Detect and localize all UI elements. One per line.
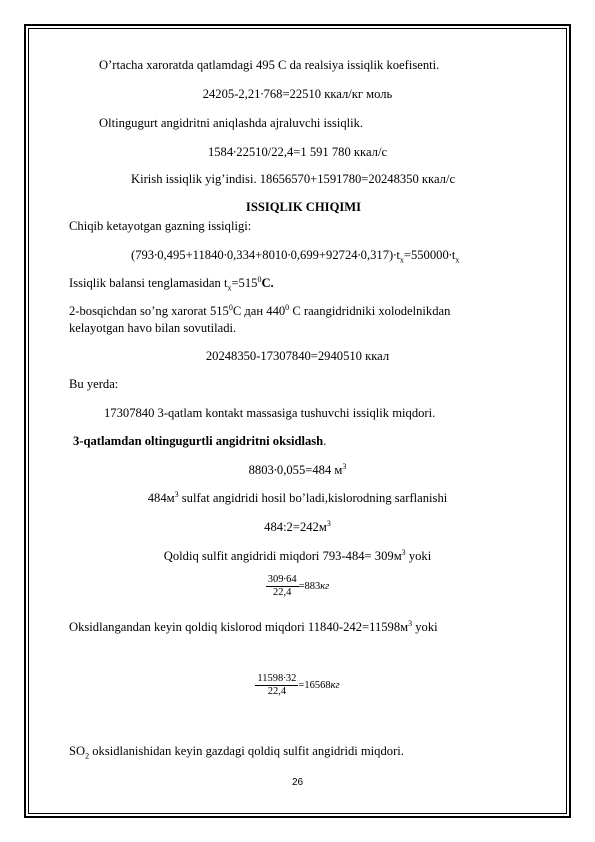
equation-line-4: 1584∙22510/22,4=1 591 780 ккал/с [207,145,388,159]
text-line-8: Issiqlik balansi tenglamasidan $t_x=515^0C$. [69,274,274,293]
text-line-9: 2-bosqichdan so’ng xarorat $515^0C$ дан $440^0$ C raangidridniki xolodelnikdan [69,302,451,318]
text-line-6: Chiqib ketayotgan gazning issiqligi: [69,219,252,233]
text-line-13: 17307840 3-qatlam kontakt massasiga tushuvchi issiqlik miqdori. [104,406,436,420]
fraction-1: $\frac{309\cdot 64}{22,4}$ [267,574,297,598]
equation-line-15: 8803∙0,055=484 $м^3$ [248,461,347,477]
equation-line-17: $484:2=242м^3$ [264,518,331,534]
subsection-heading: 3-qatlamdan oltingugurtli angidritni oksidlash. [73,434,327,448]
fraction-equation-1: $\frac{309\cdot 64}{22,4}$ =883кг [267,574,330,598]
text-line-3: Oltingugurt angidritni aniqlashda ajraluvchi issiqlik. [99,116,364,130]
text-line-12: Bu yerda: [69,377,119,391]
section-heading: ISSIQLIK CHIQIMI [245,200,362,214]
fraction-2: $\frac{11598\cdot 32}{22,4}$ [257,673,297,697]
equation-line-7: $(793\cdot 0,495+11840\cdot 0,334+8010\cdot 0,699+92724\cdot 0,317)\cdot t_x=550000\cdot t_x$ [131,248,460,265]
text-line-18: Qoldiq sulfit angidridi miqdori $793-484= 309м^3$ yoki [163,547,432,563]
fraction-equation-2: $\frac{11598\cdot 32}{22,4}$ =16568кг [257,673,340,697]
text-line-20: $SO_2$ oksidlanishidan keyin gazdagi qoldiq sulfit angidridi miqdori. [69,744,404,761]
text-line-10: kelayotgan havo bilan sovutiladi. [69,321,237,335]
text-line-19: Oksidlangandan keyin qoldiq kislorod miqdori $11840-242=11598м^3$ yoki [69,618,438,634]
text-line-16: $484м^3$ sulfat angidridi hosil bo’ladi,kislorodning sarflanishi [147,489,448,505]
text-line-5: Kirish issiqlik yig’indisi. 18656570+1591780=20248350 ккал/с [131,172,456,186]
equation-line-11: 20248350-17307840=2940510 ккал [205,349,390,363]
page-number: 26 [291,777,304,788]
text-line-1: O’rtacha xaroratda qatlamdagi 495 C da realsiya issiqlik koefisenti. [99,58,440,72]
equation-line-2: 24205-2,21∙768=22510 ккал/кг моль [202,87,393,101]
